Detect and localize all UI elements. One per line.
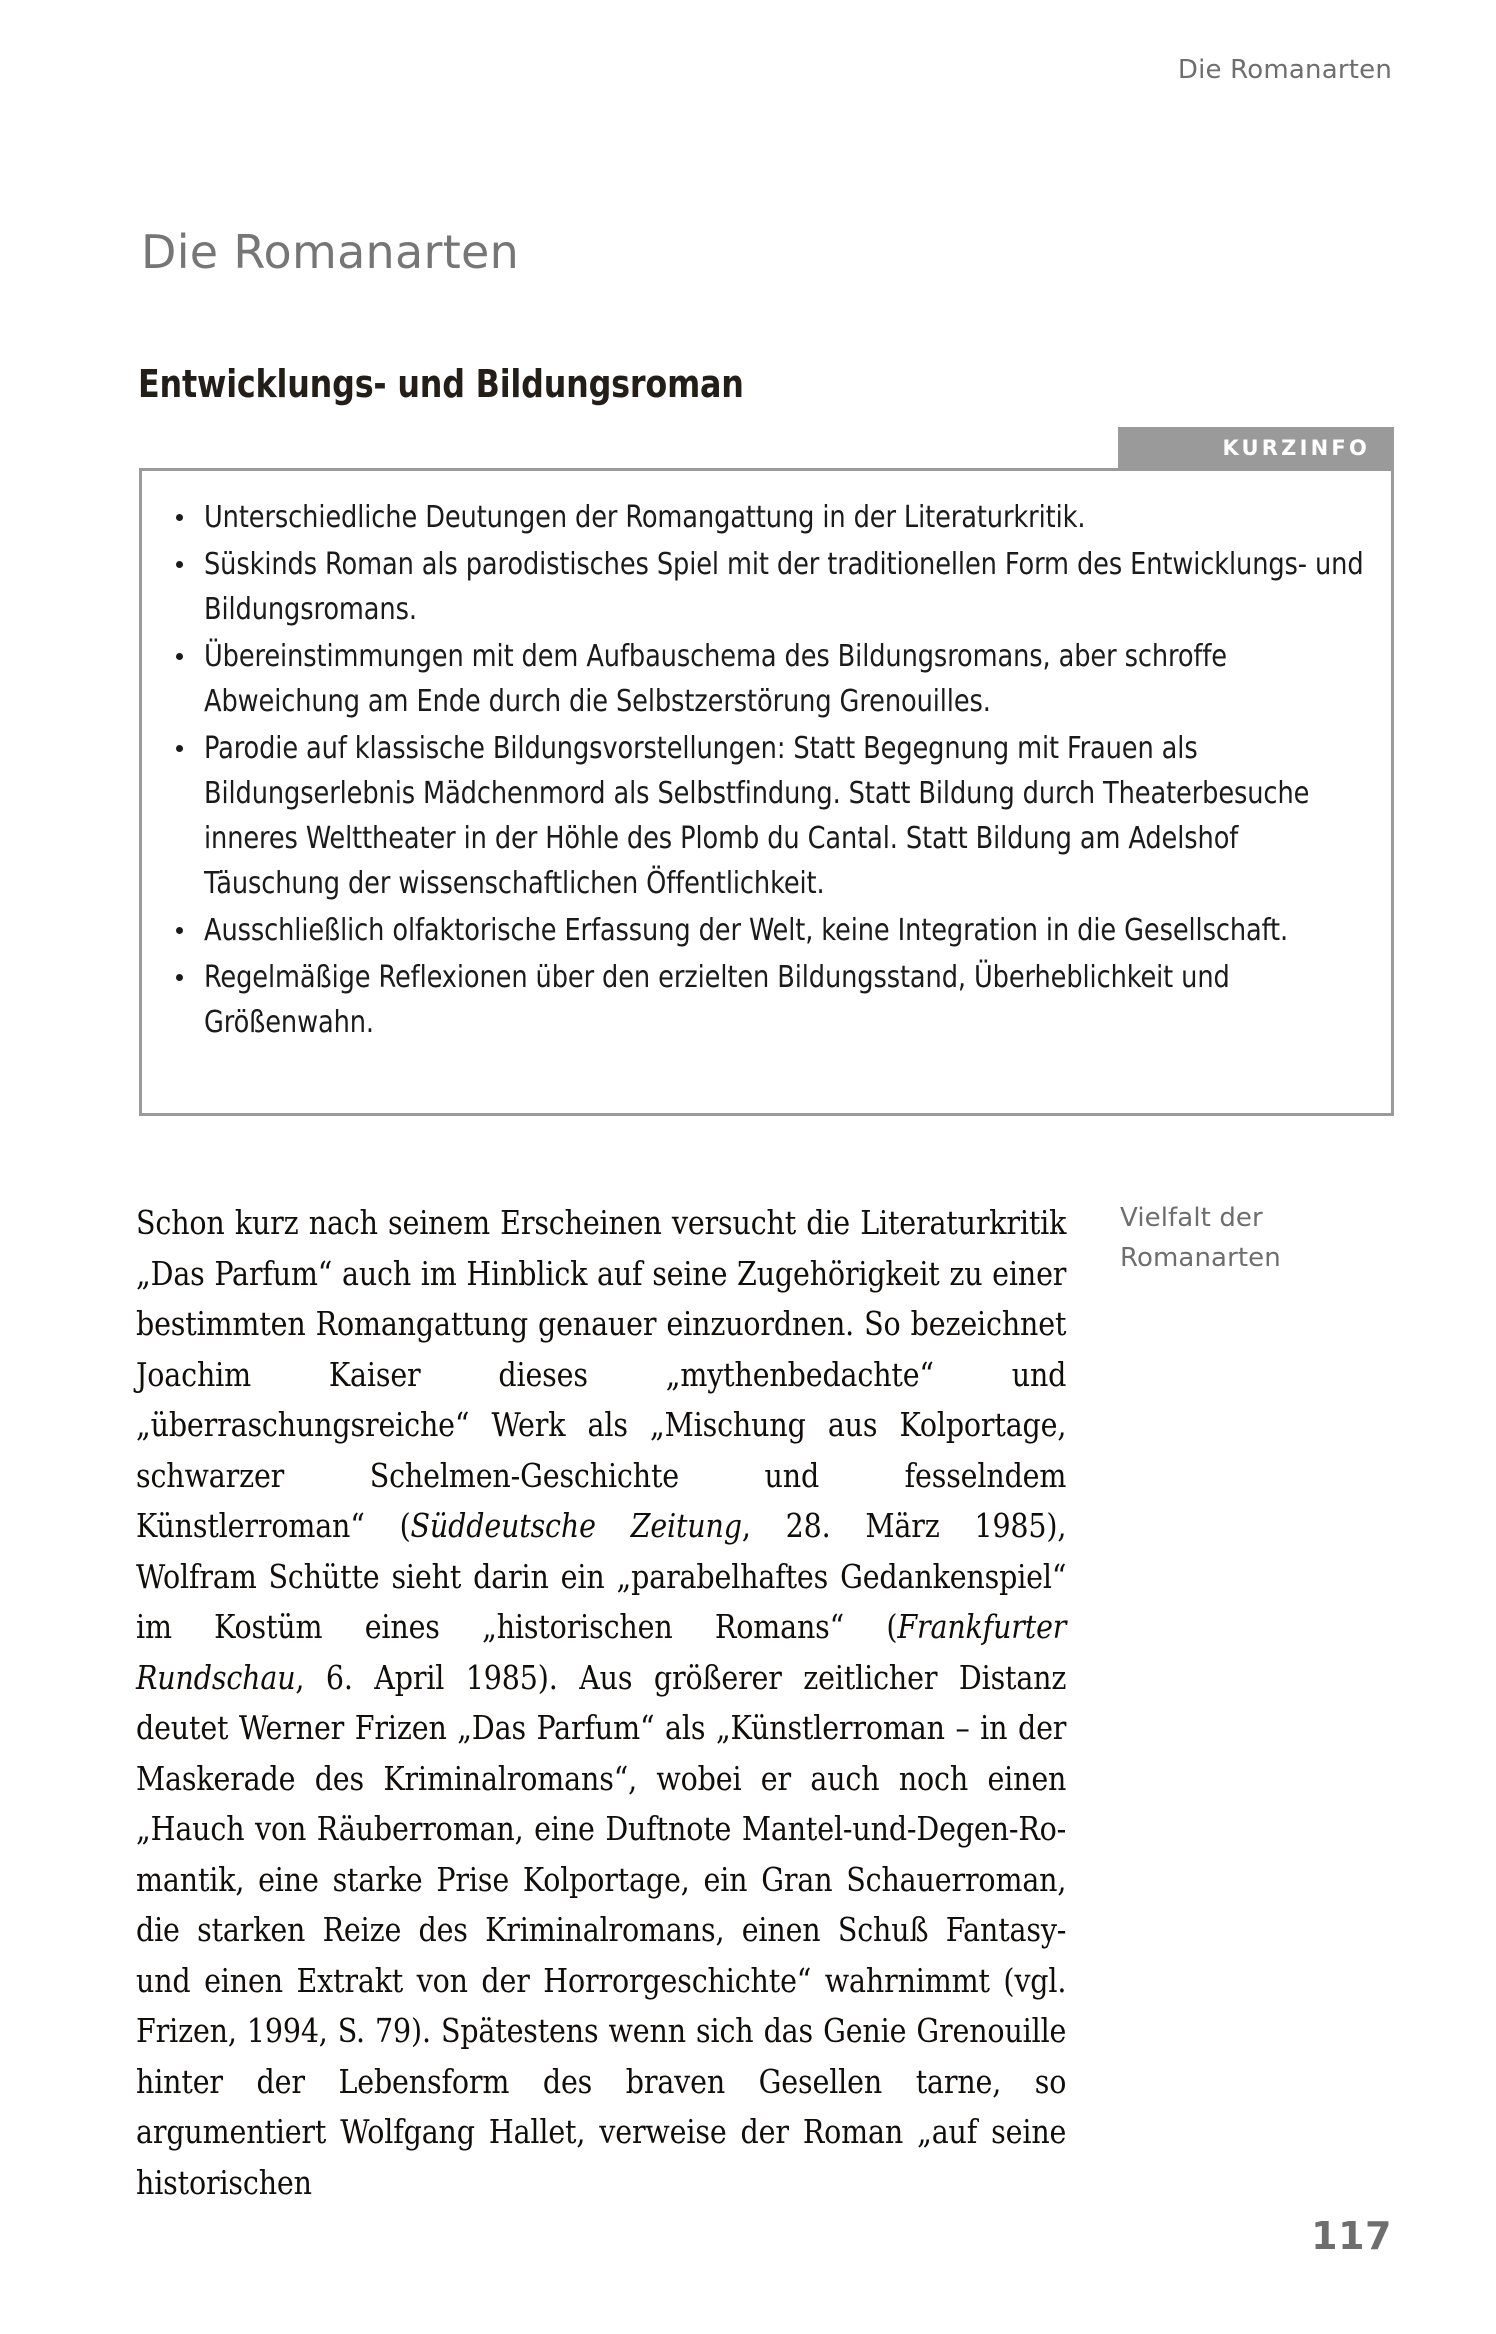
bullet-dot-icon — [176, 561, 183, 568]
kurzinfo-bullet-item — [168, 542, 1371, 632]
margin-note: Vielfalt der Romanarten — [1120, 1203, 1281, 1273]
kurzinfo-box — [139, 468, 1394, 1116]
chapter-title: Die Romanarten — [141, 224, 520, 279]
bullet-dot-icon — [176, 514, 183, 521]
kurzinfo-bullet-text: Übereinstimmungen mit dem Aufbauschema des Bildungsromans, aber schroffe Abweichung am Ende durch die Selbstzerstörung Grenouilles. — [204, 639, 1227, 719]
kurzinfo-bullet-item — [168, 726, 1371, 906]
kurzinfo-bullet-item — [168, 634, 1371, 724]
kurzinfo-bullet-text: Unterschiedliche Deutungen der Romangattung in der Literaturkritik. — [204, 500, 1086, 535]
body-text-column — [136, 1198, 1066, 2208]
section-heading: Entwicklungs- und Bildungsroman — [138, 361, 744, 406]
body-paragraph: Schon kurz nach seinem Erscheinen versucht die Literaturkritik „Das Parfum“ auch im Hinblick auf seine Zugehörigkeit zu einer bestimmten Romangattung genauer einzuordnen. So bezeichnet Joachim Kaiser dieses „mythenbedachte“ und „überraschungsreiche“ Werk als „Mischung aus Kolportage, schwarzer Schelmen-Geschichte und fesselndem Künstlerroman“ (Süddeutsche Zeitung, 28. März 1985), Wolfram Schütte sieht darin ein „parabelhaftes Gedankenspiel“ im Kostüm eines „historischen Romans“ (Frankfurter Rundschau, 6. April 1985). Aus größerer zeitlicher Distanz deutet Werner Frizen „Das Parfum“ als „Künstlerroman – in der Maskerade des Kriminalromans“, wobei er auch noch einen „Hauch von Räuberroman, eine Duftnote Mantel-und-Degen-Romantik, eine starke Prise Kolportage, ein Gran Schauerroman, die starken Reize des Kriminalromans, einen Schuß Fantasy- und einen Extrakt von der Horrorgeschichte“ wahrnimmt (vgl. Frizen, 1994, S. 79). Spätestens wenn sich das Genie Grenouille hinter der Lebensform des braven Gesellen tarne, so argumentiert Wolfgang Hallet, verweise der Roman „auf seine historischen — [136, 1203, 1067, 2202]
kurzinfo-bullet-text: Süskinds Roman als parodistisches Spiel mit der traditionellen Form des Entwicklungs- und Bildungsromans. — [204, 547, 1364, 627]
kurzinfo-bullet-text: Ausschließlich olfaktorische Erfassung der Welt, keine Integration in die Gesellschaft. — [204, 913, 1289, 948]
kurzinfo-bullet-list — [168, 495, 1371, 1047]
kurzinfo-bullet-item — [168, 908, 1371, 953]
kurzinfo-bullet-text: Regelmäßige Reflexionen über den erzielten Bildungsstand, Überheblichkeit und Größenwahn. — [204, 960, 1230, 1040]
bullet-dot-icon — [176, 974, 183, 981]
kurzinfo-bullet-item — [168, 955, 1371, 1045]
page-number: 117 — [1311, 2214, 1392, 2258]
bullet-dot-icon — [176, 927, 183, 934]
kurzinfo-tab-label: KURZINFO — [1222, 436, 1370, 460]
kurzinfo-bullet-text: Parodie auf klassische Bildungsvorstellungen: Statt Begegnung mit Frauen als Bildungserlebnis Mädchenmord als Selbstfindung. Statt Bildung durch Theaterbesuche inneres Welttheater in der Höhle des Plomb du Cantal. Statt Bildung am Adelshof Täuschung der wissenschaftlichen Öffentlichkeit. — [204, 731, 1310, 901]
bullet-dot-icon — [176, 653, 183, 660]
bullet-dot-icon — [176, 745, 183, 752]
kurzinfo-tab — [1118, 427, 1394, 469]
running-header: Die Romanarten — [1177, 55, 1392, 85]
kurzinfo-bullet-item — [168, 495, 1371, 540]
